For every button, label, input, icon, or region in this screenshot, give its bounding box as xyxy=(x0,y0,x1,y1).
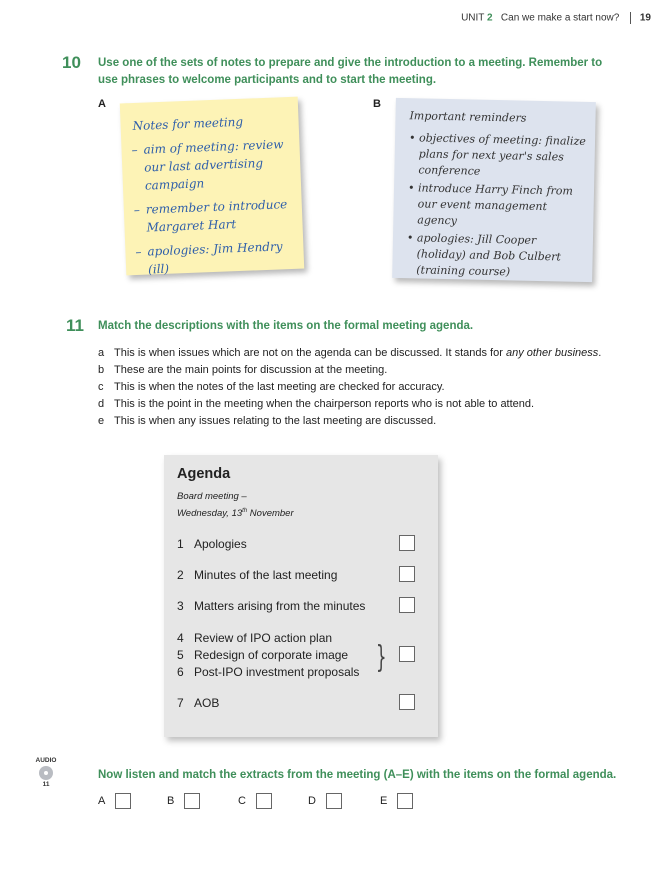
agenda-item-number: 2 xyxy=(177,568,184,582)
answer-letter: B xyxy=(167,795,175,807)
description-emphasis: any other business xyxy=(505,347,599,359)
agenda-item-label: Redesign of corporate image xyxy=(194,648,349,662)
note-b-title: Important reminders xyxy=(409,109,527,125)
agenda-title: Agenda xyxy=(177,466,231,482)
audio-badge[interactable] xyxy=(35,757,57,788)
audio-label: AUDIO xyxy=(35,757,57,764)
agenda-item-label: Review of IPO action plan xyxy=(194,631,333,645)
answer-a xyxy=(98,793,131,809)
agenda-card xyxy=(164,455,438,737)
agenda-item xyxy=(177,648,348,662)
note-b-label: B xyxy=(373,98,381,110)
agenda-item xyxy=(177,568,337,582)
unit-word: UNIT xyxy=(461,12,485,24)
sticky-note-b xyxy=(392,98,596,282)
exercise-11-instruction: Match the descriptions with the items on the formal meeting agenda. xyxy=(98,320,474,332)
audio-track: 11 xyxy=(42,781,50,788)
description-text: This is when any issues relating to the last meeting are discussed. xyxy=(114,415,437,427)
description-letter: a xyxy=(98,347,105,359)
header-divider xyxy=(630,12,631,24)
answer-box[interactable] xyxy=(397,793,413,809)
note-b-item: • objectives of meeting: finalize plans for next year's sales conference xyxy=(408,130,589,182)
agenda-item-number: 1 xyxy=(177,537,184,551)
answer-b xyxy=(167,793,200,809)
note-b-item: • apologies: Jill Cooper (holiday) and Bob Culbert (training course) xyxy=(406,230,587,282)
sticky-note-a xyxy=(120,97,304,276)
agenda-subtitle-month: November xyxy=(247,508,294,520)
description-item xyxy=(98,345,618,362)
description-letter: d xyxy=(98,398,105,410)
page-header xyxy=(461,12,651,24)
agenda-subtitle-line1: Board meeting – xyxy=(177,491,247,502)
description-list xyxy=(98,345,618,430)
agenda-item-label: Matters arising from the minutes xyxy=(194,599,366,613)
description-letter: c xyxy=(98,381,104,393)
agenda-item xyxy=(177,696,219,710)
agenda-subtitle-day: Wednesday, 13 xyxy=(177,508,243,520)
agenda-item-number: 4 xyxy=(177,631,184,645)
agenda-item-number: 3 xyxy=(177,599,184,613)
description-item xyxy=(98,413,618,430)
answer-letter: E xyxy=(380,795,388,807)
description-tail: . xyxy=(598,347,602,359)
agenda-item-label: AOB xyxy=(194,696,220,710)
note-a-item: – apologies: Jim Hendry (ill) xyxy=(135,237,296,279)
description-letter: b xyxy=(98,364,105,376)
agenda-item-label: Apologies xyxy=(194,537,247,551)
agenda-item xyxy=(177,665,359,679)
brace-icon: } xyxy=(376,640,387,675)
agenda-item xyxy=(177,537,247,551)
description-item xyxy=(98,379,618,396)
note-a-title: Notes for meeting xyxy=(132,114,244,133)
description-text: This is when the notes of the last meeting are checked for accuracy. xyxy=(114,381,445,393)
answer-c xyxy=(238,793,272,809)
note-a-item: – remember to introduce Margaret Hart xyxy=(134,195,295,237)
unit-title: Can we make a start now? xyxy=(500,12,620,24)
description-item xyxy=(98,396,618,413)
description-text: These are the main points for discussion at the meeting. xyxy=(114,364,388,376)
agenda-answer-box[interactable] xyxy=(399,646,415,662)
answer-box[interactable] xyxy=(115,793,131,809)
agenda-subtitle-sup: th xyxy=(242,508,248,514)
note-b-item: • introduce Harry Finch from our event management agency xyxy=(407,180,588,232)
exercise-10-instruction: Use one of the sets of notes to prepare and give the introduction to a meeting. Remember to use phrases to welcome participants and to start the meeting. xyxy=(98,57,603,86)
exercise-10-number: 10 xyxy=(62,53,81,72)
agenda-answer-box[interactable] xyxy=(399,597,415,613)
answer-letter: C xyxy=(238,795,246,807)
answer-letter: D xyxy=(308,795,316,807)
description-text: This is the point in the meeting when the chairperson reports who is not able to attend. xyxy=(114,398,535,410)
agenda-item-label: Minutes of the last meeting xyxy=(194,568,338,582)
agenda-subtitle xyxy=(177,490,294,521)
agenda-item xyxy=(177,631,332,645)
listening-instruction: Now listen and match the extracts from the meeting (A–E) with the items on the formal agenda. xyxy=(98,769,617,781)
unit-number: 2 xyxy=(487,12,493,24)
agenda-item-number: 6 xyxy=(177,665,184,679)
agenda-item xyxy=(177,599,365,613)
agenda-item-label: Post-IPO investment proposals xyxy=(194,665,360,679)
agenda-item-number: 5 xyxy=(177,648,184,662)
answer-box[interactable] xyxy=(256,793,272,809)
agenda-answer-box[interactable] xyxy=(399,535,415,551)
answer-d xyxy=(308,793,342,809)
answer-box[interactable] xyxy=(326,793,342,809)
description-text: This is when issues which are not on the agenda can be discussed. It stands for xyxy=(114,347,506,359)
agenda-item-number: 7 xyxy=(177,696,184,710)
page-number: 19 xyxy=(639,12,651,24)
answer-e xyxy=(380,793,413,809)
note-a-list xyxy=(131,135,296,285)
agenda-answer-box[interactable] xyxy=(399,694,415,710)
exercise-11-number: 11 xyxy=(66,316,84,335)
note-a-item: – aim of meeting: review our last advertising campaign xyxy=(131,135,293,195)
description-item xyxy=(98,362,618,379)
cd-icon xyxy=(39,766,53,780)
note-a-label: A xyxy=(98,98,106,110)
description-letter: e xyxy=(98,415,105,427)
agenda-answer-box[interactable] xyxy=(399,566,415,582)
note-b-list xyxy=(406,130,589,284)
answer-letter: A xyxy=(98,795,106,807)
answer-box[interactable] xyxy=(184,793,200,809)
